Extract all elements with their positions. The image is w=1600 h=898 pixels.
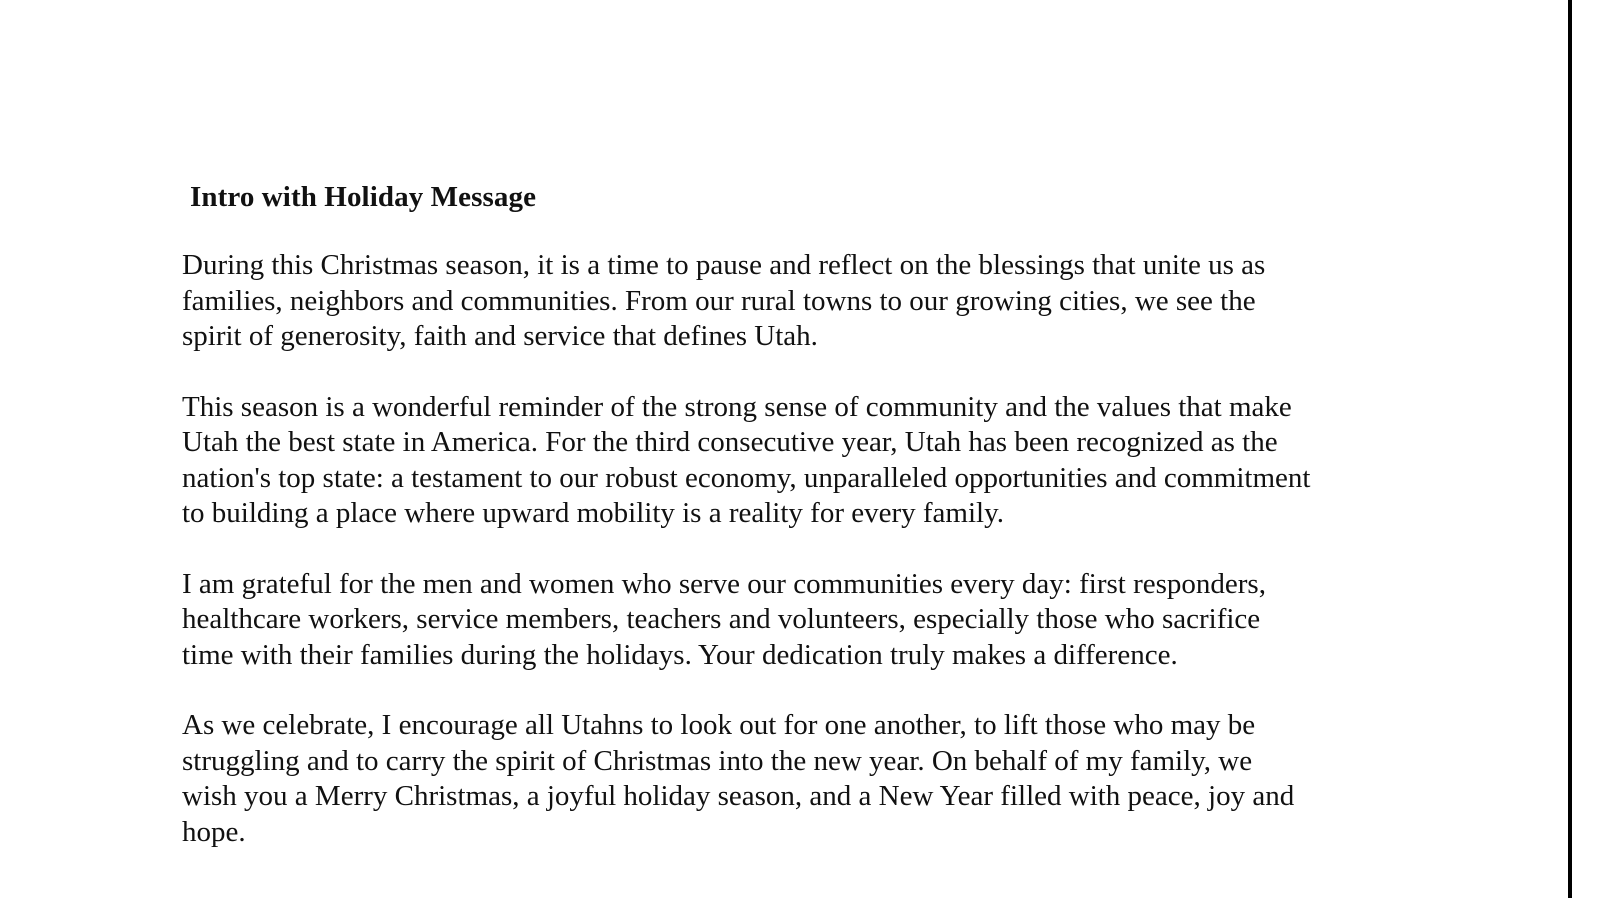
paragraph-line: This season is a wonderful reminder of the strong sense of community and the values that make <box>182 390 1292 423</box>
paragraph-line: Utah the best state in America. For the third consecutive year, Utah has been recognized as the <box>182 426 1278 458</box>
paragraph-line: wish you a Merry Christmas, a joyful holiday season, and a New Year filled with peace, joy and <box>182 780 1295 812</box>
paragraph-line: families, neighbors and communities. From our rural towns to our growing cities, we see the <box>182 284 1256 317</box>
paragraph-1 <box>182 248 1402 355</box>
page-gutter <box>1572 0 1600 898</box>
document-title: Intro with Holiday Message <box>190 181 537 213</box>
paragraph-line: nation's top state: a testament to our robust economy, unparalleled opportunities and commitment <box>182 461 1311 494</box>
paragraph-line: struggling and to carry the spirit of Christmas into the new year. On behalf of my family, we <box>182 744 1253 777</box>
paragraph-line: As we celebrate, I encourage all Utahns to look out for one another, to lift those who may be <box>182 709 1256 741</box>
paragraph-3 <box>182 567 1402 674</box>
paragraph-line: time with their families during the holidays. Your dedication truly makes a difference. <box>182 638 1178 671</box>
paragraph-line: During this Christmas season, it is a time to pause and reflect on the blessings that unite us as <box>182 249 1266 281</box>
paragraph-line: I am grateful for the men and women who serve our communities every day: first responders, <box>182 567 1266 600</box>
paragraph-line: healthcare workers, service members, teachers and volunteers, especially those who sacrifice <box>182 603 1261 635</box>
paragraph-4 <box>182 708 1402 850</box>
document-body <box>182 178 1402 885</box>
paragraph-2 <box>182 390 1402 532</box>
paragraph-line: to building a place where upward mobility is a reality for every family. <box>182 497 1004 529</box>
paragraph-line: spirit of generosity, faith and service that defines Utah. <box>182 320 818 352</box>
paragraph-line: hope. <box>182 815 246 848</box>
